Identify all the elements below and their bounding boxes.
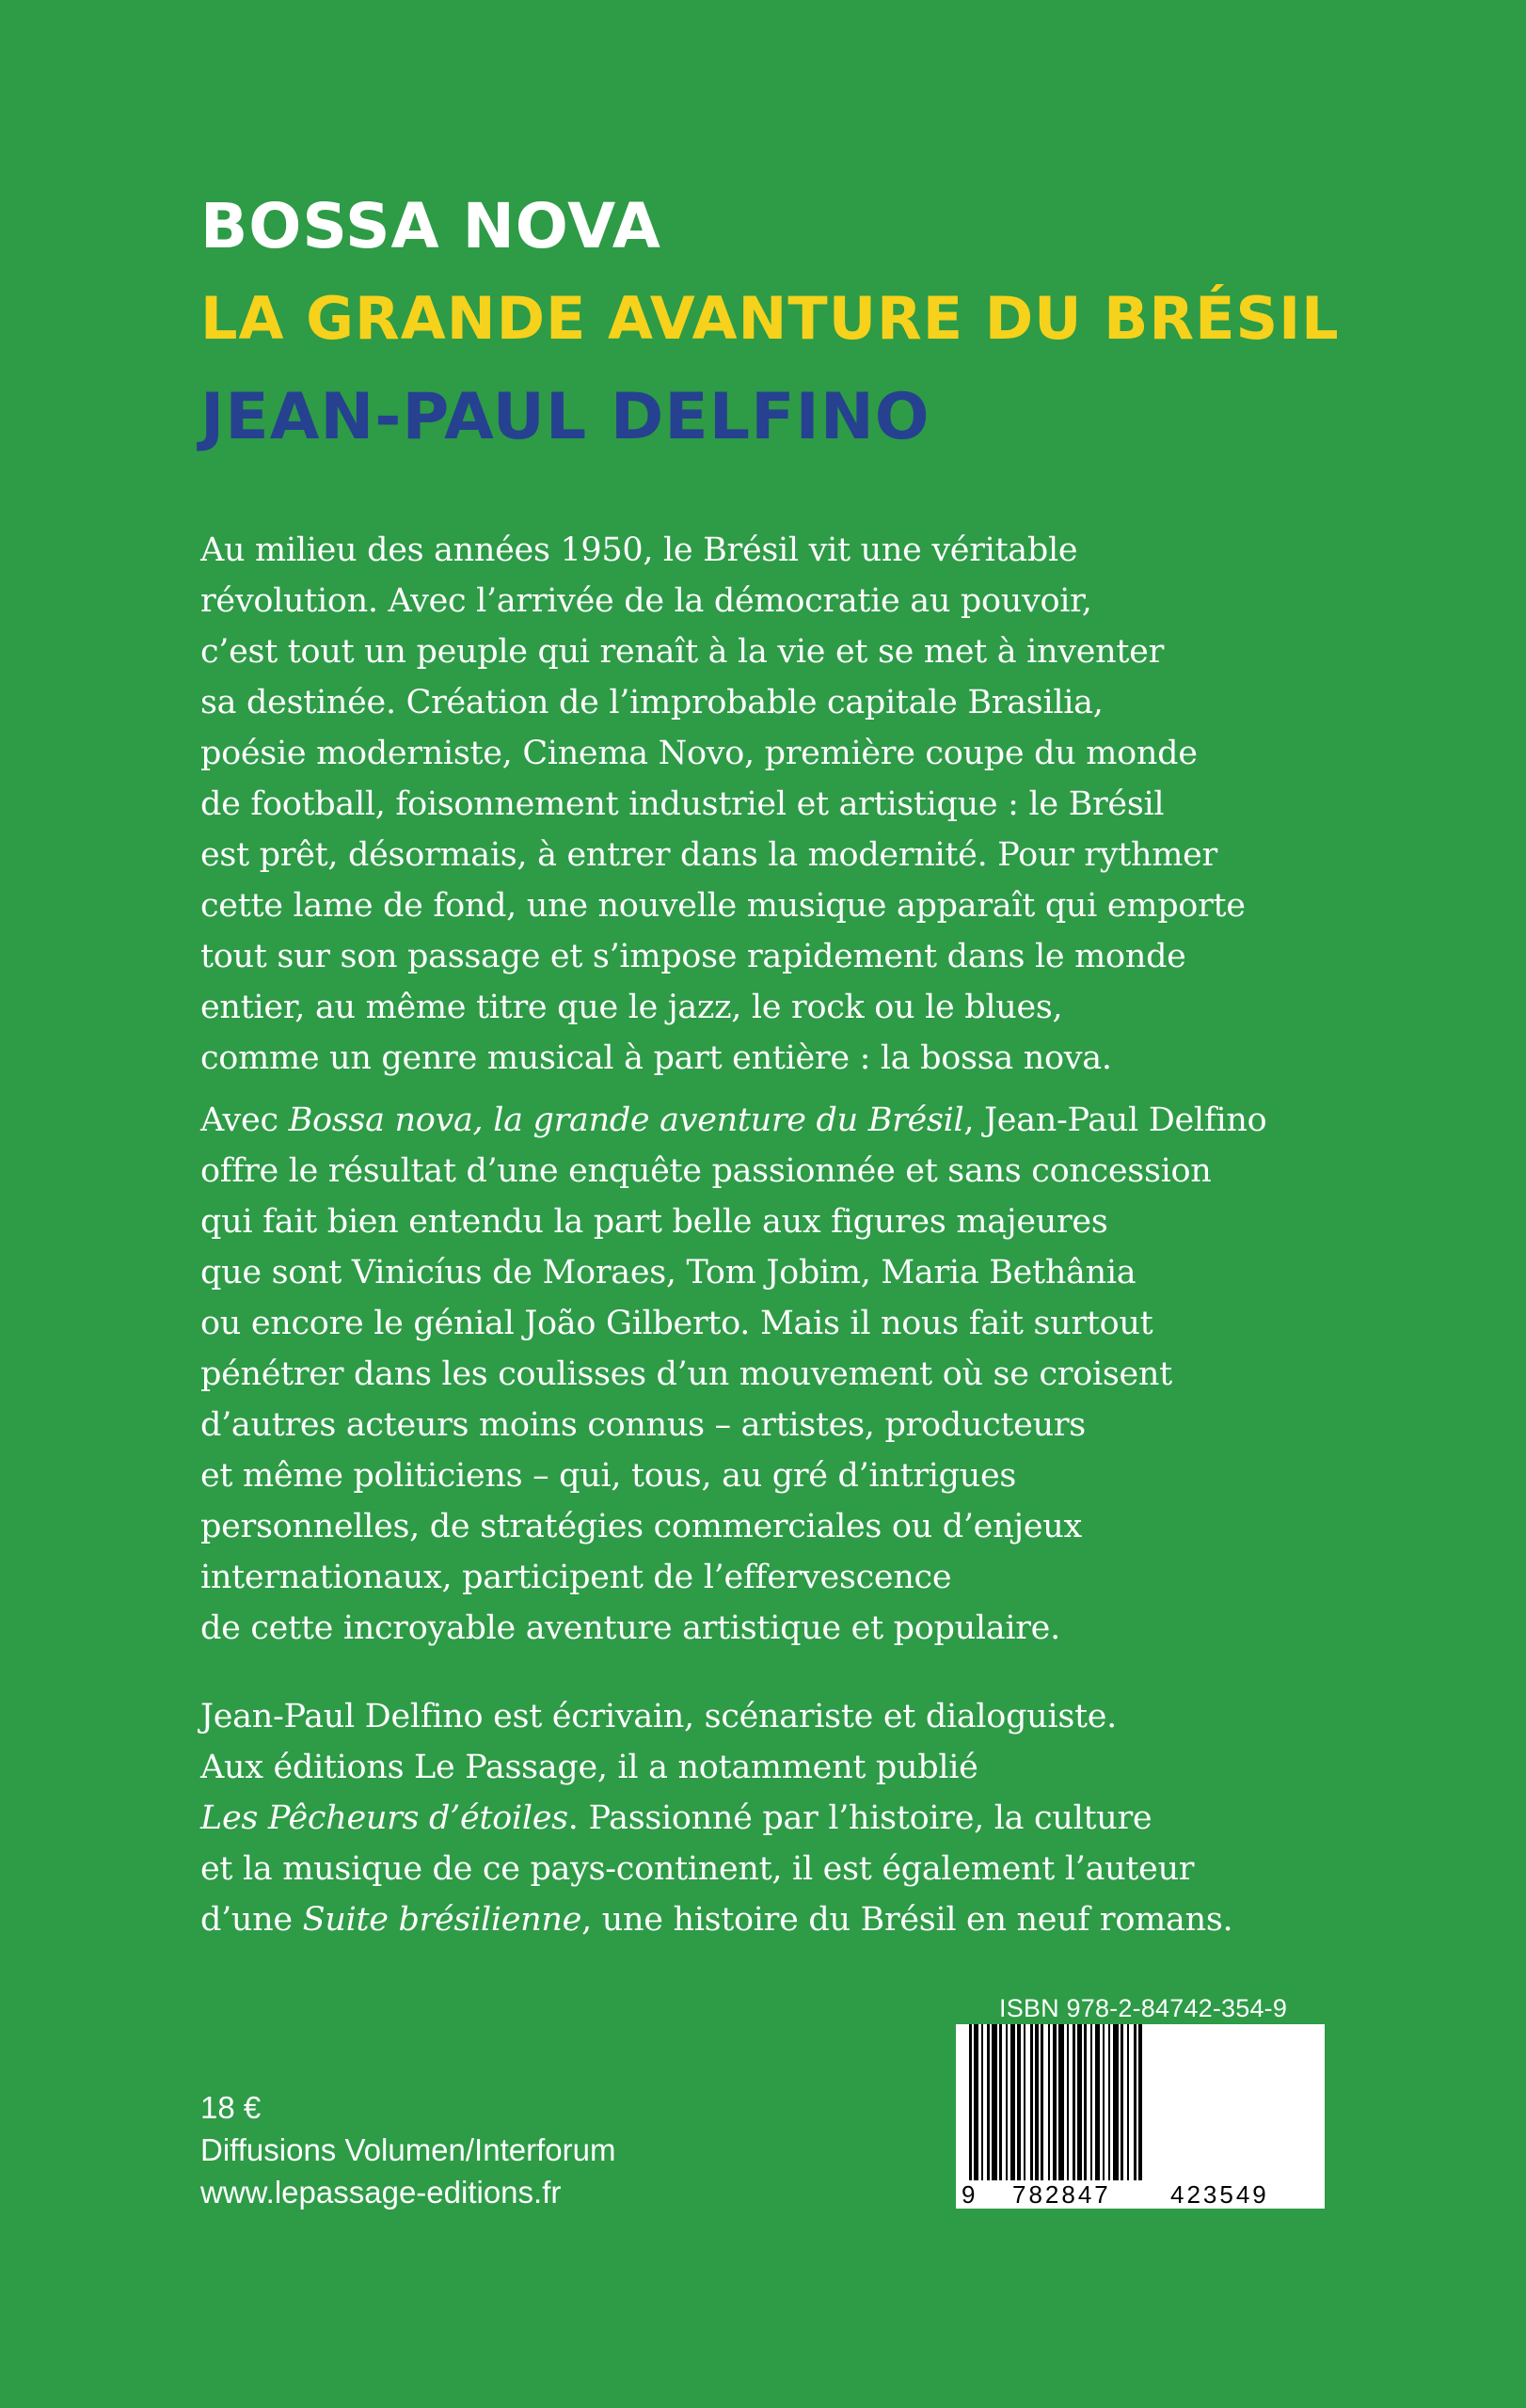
barcode-bar [999,2024,1002,2180]
bio-line [200,1894,1367,1945]
barcode-bar [1090,2024,1092,2180]
barcode [956,2024,1325,2209]
author-bio [200,1691,1367,1945]
barcode-bar [992,2024,997,2180]
barcode-bar [969,2024,972,2180]
footer [200,2086,615,2213]
book-title-italic: Bossa nova, la grande aventure du Brésil [288,1101,964,1139]
isbn-label: ISBN 978-2-84742-354-9 [999,1994,1288,2022]
text-run: , Jean-Paul Delfino [963,1101,1267,1139]
blurb-paragraph-2 [200,1095,1367,1654]
barcode-bar [1127,2024,1129,2180]
blurb-line: que sont Vinicíus de Moraes, Tom Jobim, Maria Bethânia [200,1254,1137,1291]
blurb-line [200,1095,1367,1146]
barcode-bar [1030,2024,1033,2180]
blurb-line: entier, au même titre que le jazz, le rock ou le blues, [200,989,1063,1026]
barcode-bar [1121,2024,1123,2180]
barcode-bar [1035,2024,1039,2180]
blurb-line: sa destinée. Création de l’improbable capitale Brasilia, [200,684,1104,721]
barcode-bar [1010,2024,1015,2180]
barcode-bar [1134,2024,1137,2180]
bio-line [200,1793,1367,1844]
barcode-bar [1095,2024,1100,2180]
blurb-line: est prêt, désormais, à entrer dans la modernité. Pour rythmer [200,836,1217,874]
text-run: , une histoire du Brésil en neuf romans. [581,1901,1233,1939]
barcode-bar [981,2024,983,2180]
text-run: d’une [200,1901,303,1939]
book-title-italic: Suite brésilienne [302,1901,582,1939]
title-block [200,190,1340,454]
barcode-bar [974,2024,978,2180]
barcode-bar [1108,2024,1110,2180]
blurb-line: de cette incroyable aventure artistique et populaire. [200,1609,1060,1647]
blurb-line: tout sur son passage et s’impose rapidement dans le monde [200,938,1186,975]
blurb-line: pénétrer dans les coulisses d’un mouvement où se croisent [200,1355,1172,1393]
text-run: . Passionné par l’histoire, la culture [567,1799,1152,1837]
book-author: JEAN-PAUL DELFINO [200,380,930,454]
barcode-bar [1053,2024,1057,2180]
blurb-line: personnelles, de stratégies commerciales ou d’enjeux [200,1508,1082,1545]
barcode-bar [1041,2024,1043,2180]
barcode-bars [956,2024,1325,2184]
barcode-bar [1084,2024,1087,2180]
blurb [200,525,1367,1945]
book-title-italic: Les Pêcheurs d’étoiles [200,1799,568,1837]
blurb-paragraph-1 [200,525,1367,1084]
barcode-bar [1113,2024,1119,2180]
bio-line: et la musique de ce pays-continent, il est également l’auteur [200,1850,1195,1888]
barcode-bar [1067,2024,1069,2180]
blurb-line: qui fait bien entendu la part belle aux figures majeures [200,1203,1108,1241]
blurb-line: d’autres acteurs moins connus – artistes, producteurs [200,1406,1086,1444]
blurb-line: Au milieu des années 1950, le Brésil vit une véritable [200,531,1078,569]
blurb-line: poésie moderniste, Cinema Novo, première coupe du monde [200,735,1198,772]
blurb-line: comme un genre musical à part entière : la bossa nova. [200,1039,1112,1077]
blurb-line: révolution. Avec l’arrivée de la démocratie au pouvoir, [200,582,1092,620]
blurb-line: de football, foisonnement industriel et artistique : le Brésil [200,785,1165,823]
barcode-bar [1048,2024,1050,2180]
distributor: Diffusions Volumen/Interforum [200,2132,616,2167]
blurb-line: internationaux, participent de l’effervescence [200,1559,952,1596]
barcode-first-digit: 9 [962,2180,976,2209]
barcode-bar [1006,2024,1008,2180]
barcode-bar [987,2024,990,2180]
barcode-digits [956,2180,1325,2209]
barcode-bar [1017,2024,1021,2180]
website-link[interactable]: www.lepassage-editions.fr [200,2175,562,2210]
book-title: BOSSA NOVA [200,190,661,262]
barcode-bar [1077,2024,1082,2180]
blurb-line: c’est tout un peuple qui renaît à la vie et se met à inventer [200,633,1165,671]
blurb-line: offre le résultat d’une enquête passionnée et sans concession [200,1152,1212,1190]
book-subtitle: LA GRANDE AVANTURE DU BRÉSIL [200,284,1340,353]
barcode-right-group: 423549 [1170,2180,1269,2209]
barcode-left-group: 782847 [1012,2180,1111,2209]
barcode-bar [1073,2024,1075,2180]
blurb-line: cette lame de fond, une nouvelle musique apparaît qui emporte [200,887,1246,925]
bio-line: Aux éditions Le Passage, il a notamment publié [200,1749,978,1786]
text-run: Avec [200,1101,289,1139]
blurb-line: ou encore le génial João Gilberto. Mais il nous fait surtout [200,1305,1153,1342]
barcode-bar [1103,2024,1105,2180]
barcode-bar [1138,2024,1142,2180]
barcode-bar [1058,2024,1064,2180]
price: 18 € [200,2090,262,2125]
blurb-line: et même politiciens – qui, tous, au gré d’intrigues [200,1457,1017,1495]
bio-line: Jean-Paul Delfino est écrivain, scénariste et dialoguiste. [200,1698,1117,1735]
barcode-bar [1024,2024,1025,2180]
